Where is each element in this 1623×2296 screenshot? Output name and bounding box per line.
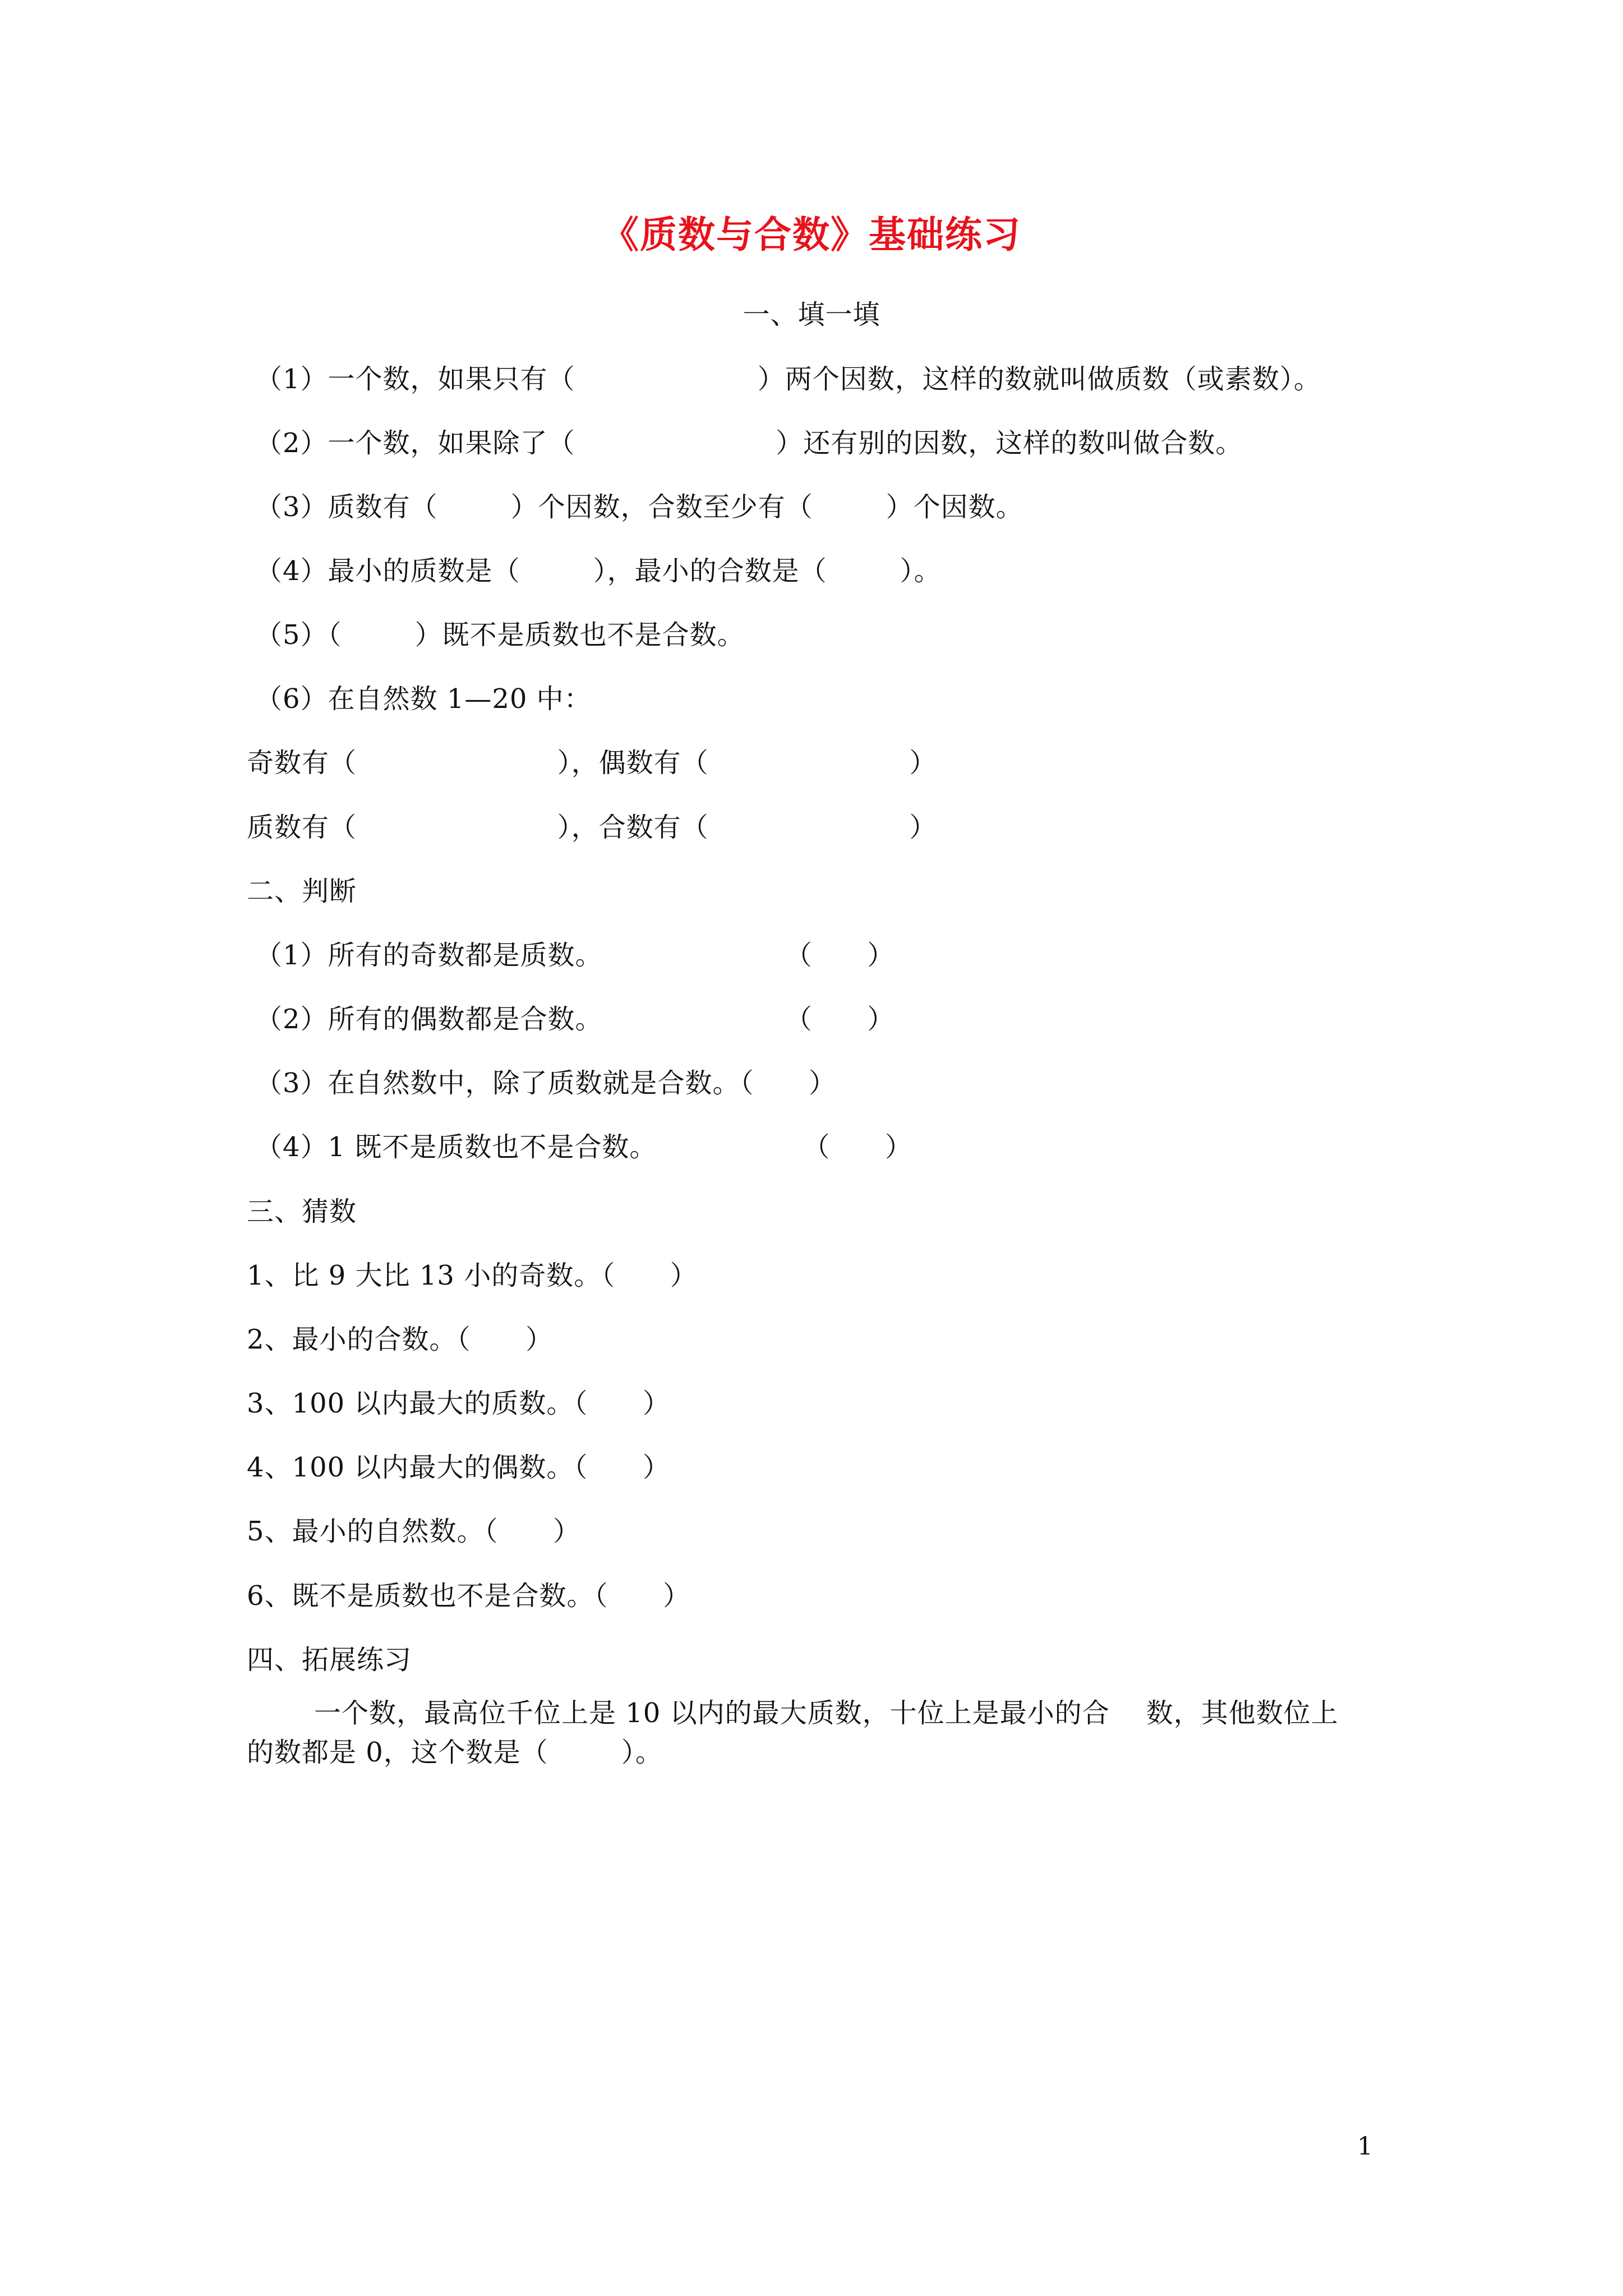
section-heading-guess: 三、猜数: [247, 1196, 357, 1227]
judge-item-2: （2）所有的偶数都是合数。 （ ）: [255, 1004, 895, 1035]
extension-paragraph-line-2: 的数都是 0，这个数是（ ）。: [247, 1737, 663, 1768]
section-heading-fill-in: 一、填一填: [743, 299, 880, 330]
question-1-5: （5）（ ）既不是质数也不是合数。: [255, 619, 745, 651]
guess-item-1: 1、比 9 大比 13 小的奇数。（ ）: [247, 1260, 698, 1291]
section-heading-extension: 四、拓展练习: [247, 1644, 412, 1676]
guess-item-3: 3、100 以内最大的质数。（ ）: [247, 1388, 670, 1419]
judge-item-4: （4）1 既不是质数也不是合数。 （ ）: [255, 1131, 913, 1163]
judge-item-3: （3）在自然数中，除了质数就是合数。（ ）: [255, 1068, 837, 1099]
guess-item-2: 2、最小的合数。（ ）: [247, 1324, 554, 1355]
guess-item-6: 6、既不是质数也不是合数。（ ）: [247, 1580, 691, 1612]
question-1-6-odd-even: 奇数有（ ），偶数有（ ）: [247, 747, 937, 779]
document-title: 《质数与合数》基础练习: [602, 213, 1021, 256]
question-1-1: （1）一个数，如果只有（ ）两个因数，这样的数就叫做质数（或素数）。: [255, 364, 1321, 395]
section-heading-judge: 二、判断: [247, 876, 357, 907]
question-1-4: （4）最小的质数是（ ），最小的合数是（ ）。: [255, 555, 942, 587]
extension-paragraph-line-1: 一个数，最高位千位上是 10 以内的最大质数，十位上是最小的合 数，其他数位上: [314, 1697, 1339, 1729]
question-1-3: （3）质数有（ ）个因数，合数至少有（ ）个因数。: [255, 491, 1023, 523]
question-1-2: （2）一个数，如果除了（ ）还有别的因数，这样的数叫做合数。: [255, 427, 1243, 459]
judge-item-1: （1）所有的奇数都是质数。 （ ）: [255, 940, 895, 971]
question-1-6-prime-composite: 质数有（ ），合数有（ ）: [247, 812, 937, 843]
guess-item-5: 5、最小的自然数。（ ）: [247, 1516, 581, 1547]
page-number: 1: [1357, 2132, 1373, 2161]
guess-item-4: 4、100 以内最大的偶数。（ ）: [247, 1452, 670, 1483]
question-1-6: （6）在自然数 1—20 中：: [255, 683, 592, 715]
